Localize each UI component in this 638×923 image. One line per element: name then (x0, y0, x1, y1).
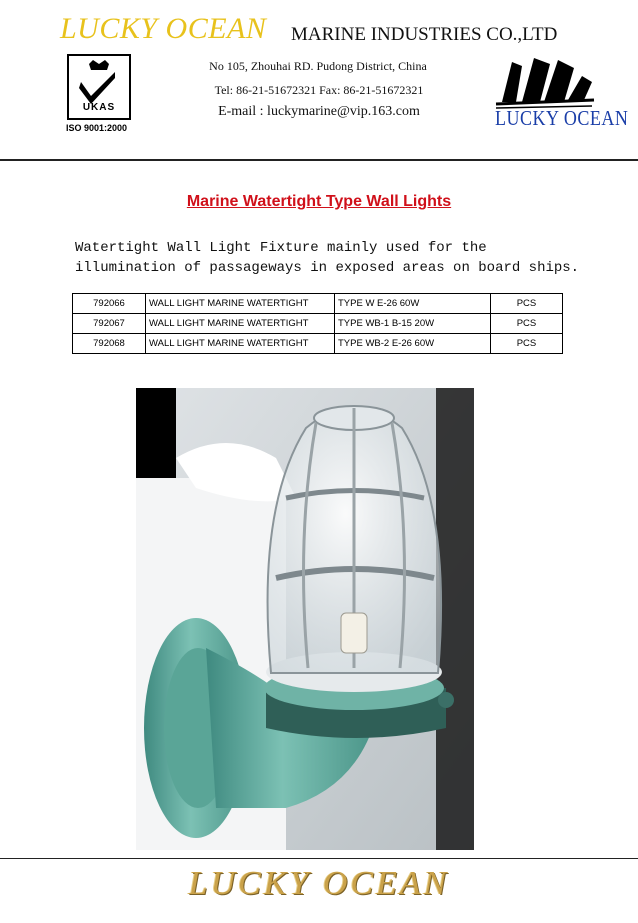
iso-label: ISO 9001:2000 (66, 123, 128, 133)
footer-logo: LUCKY OCEAN (188, 865, 450, 902)
product-description: Watertight Wall Light Fixture mainly used for the illumination of passageways in exposed areas on board ships. (75, 240, 580, 276)
item-unit: PCS (491, 314, 563, 334)
table-row (73, 334, 563, 354)
item-name: WALL LIGHT MARINE WATERTIGHT (146, 314, 335, 334)
wall-light-photo (136, 388, 474, 850)
item-code: 792066 (73, 294, 146, 314)
item-code: 792068 (73, 334, 146, 354)
ukas-text: UKAS (82, 102, 116, 113)
item-name: WALL LIGHT MARINE WATERTIGHT (146, 294, 335, 314)
item-unit: PCS (491, 294, 563, 314)
table-row (73, 294, 563, 314)
logo-text: LUCKY OCEAN (495, 106, 629, 130)
item-name: WALL LIGHT MARINE WATERTIGHT (146, 334, 335, 354)
item-type: TYPE WB-2 E-26 60W (335, 334, 491, 354)
brand-name: LUCKY OCEAN (60, 12, 267, 45)
product-table (72, 293, 563, 354)
table-row (73, 314, 563, 334)
item-unit: PCS (491, 334, 563, 354)
email: E-mail : luckymarine@vip.163.com (218, 104, 420, 119)
page-title: Marine Watertight Type Wall Lights (186, 193, 452, 210)
company-name: MARINE INDUSTRIES CO.,LTD (291, 24, 558, 45)
item-type: TYPE WB-1 B-15 20W (335, 314, 491, 334)
phone-fax: Tel: 86-21-51672321 Fax: 86-21-51672321 (214, 83, 424, 97)
item-code: 792067 (73, 314, 146, 334)
header-divider (0, 159, 638, 161)
address: No 105, Zhouhai RD. Pudong District, China (209, 59, 427, 73)
item-type: TYPE W E-26 60W (335, 294, 491, 314)
footer-divider (0, 858, 638, 859)
